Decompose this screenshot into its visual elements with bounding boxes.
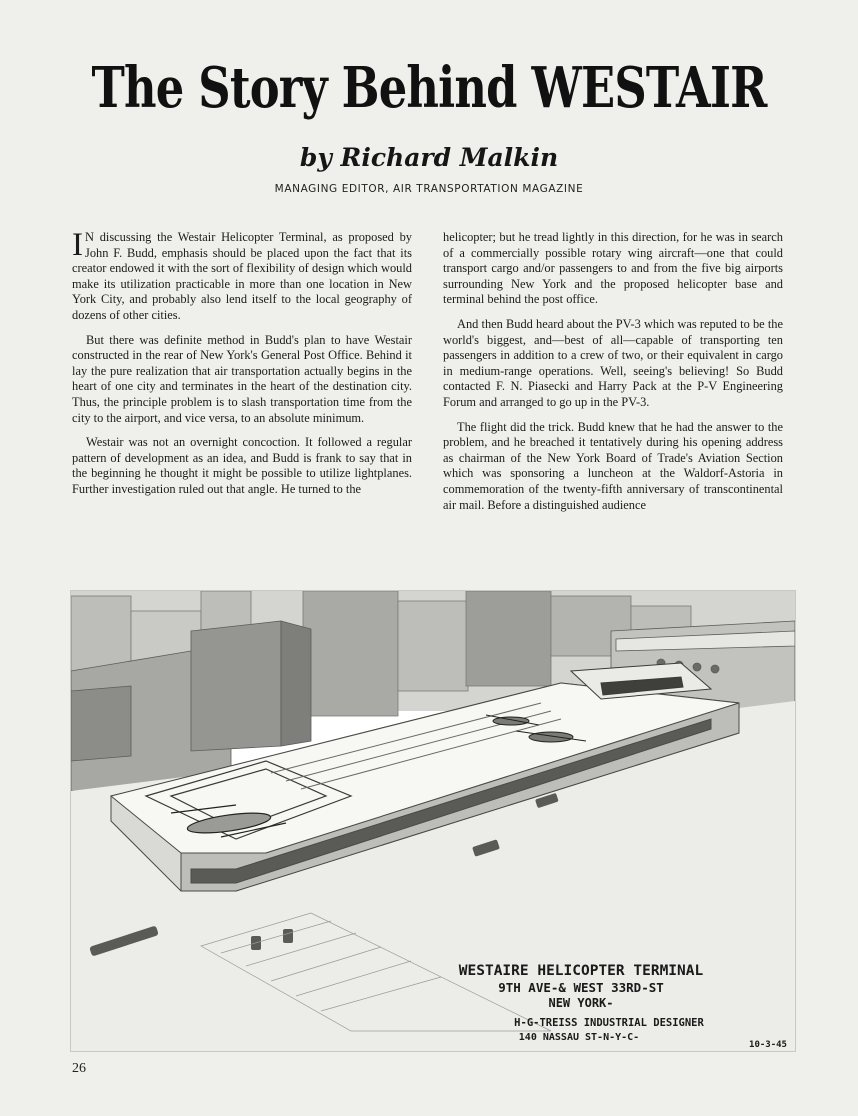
byline: by Richard Malkin — [299, 143, 559, 172]
illustration-caption: 9TH AVE-& WEST 33RD-ST — [498, 980, 664, 995]
terminal-drawing — [71, 591, 795, 1051]
designer-credit: 140 NASSAU ST-N-Y-C- — [518, 1032, 640, 1043]
author-affiliation: MANAGING EDITOR, AIR TRANSPORTATION MAGAZINE — [274, 183, 584, 195]
paragraph: Westair was not an overnight concoction. It followed a regular pattern of development as an idea, and Budd is frank to say that in the beginning he thought it might be possible to utilize lightplanes. Further investigation ruled out that angle. He turned to the — [72, 435, 412, 496]
illustration-caption: WESTAIRE HELICOPTER TERMINAL — [458, 963, 704, 979]
terminal-illustration — [70, 590, 796, 1052]
right-column — [443, 230, 783, 522]
paragraph: The flight did the trick. Budd knew that he had the answer to the problem, and he breached it tentatively during his opening address as chairman of the New York Board of Trade's Aviation Section which was sponsoring a luncheon at the Waldorf-Astoria in commemoration of the twenty-fifth anniversary of transcontinental air mail. Before a distinguished audience — [443, 419, 783, 512]
paragraph: But there was definite method in Budd's plan to have Westair constructed in the rear of New York's General Post Office. Behind it lay the pure realization that air transportation actually begins in the heart of one city and terminates in the heart of the destination city. Thus, the principle problem is to slash transportation time from the city to the airport, and vice versa, to an absolute minimum. — [72, 332, 412, 425]
page-title: The Story Behind WESTAIR — [91, 55, 767, 121]
drop-cap: I — [72, 227, 83, 263]
paragraph: helicopter; but he tread lightly in this direction, for he was in search of a commercially possible rotary wing aircraft—one that could transport cargo and/or passengers to and from the five big airports surrounding New York and the proposed helicopter base and terminal behind the post office. — [443, 230, 783, 307]
paragraph — [72, 227, 412, 324]
illustration-caption: NEW YORK- — [548, 996, 614, 1010]
paragraph-text: N discussing the Westair Helicopter Terminal, as proposed by John F. Budd, emphasis should be placed upon the fact that its creator endowed it with the sort of flexibility of design which would make its utilization practicable in more than one location in New York City, and probably also lend itself to the local geography of dozens of other cities. — [72, 230, 412, 322]
designer-credit: H-G-TREISS INDUSTRIAL DESIGNER — [514, 1017, 704, 1029]
left-column — [72, 227, 412, 507]
paragraph: And then Budd heard about the PV-3 which was reputed to be the world's biggest, and—best of all—capable of transporting ten passengers in addition to a crew of two, or their equivalent in cargo in medium-range operations. Well, seeing's believing! So Budd contacted F. N. Piasecki and Harry Pack at the P-V Engineering Forum and arranged to go up in the PV-3. — [443, 316, 783, 409]
page-number: 26 — [72, 1061, 86, 1076]
drawing-date: 10-3-45 — [749, 1040, 787, 1050]
